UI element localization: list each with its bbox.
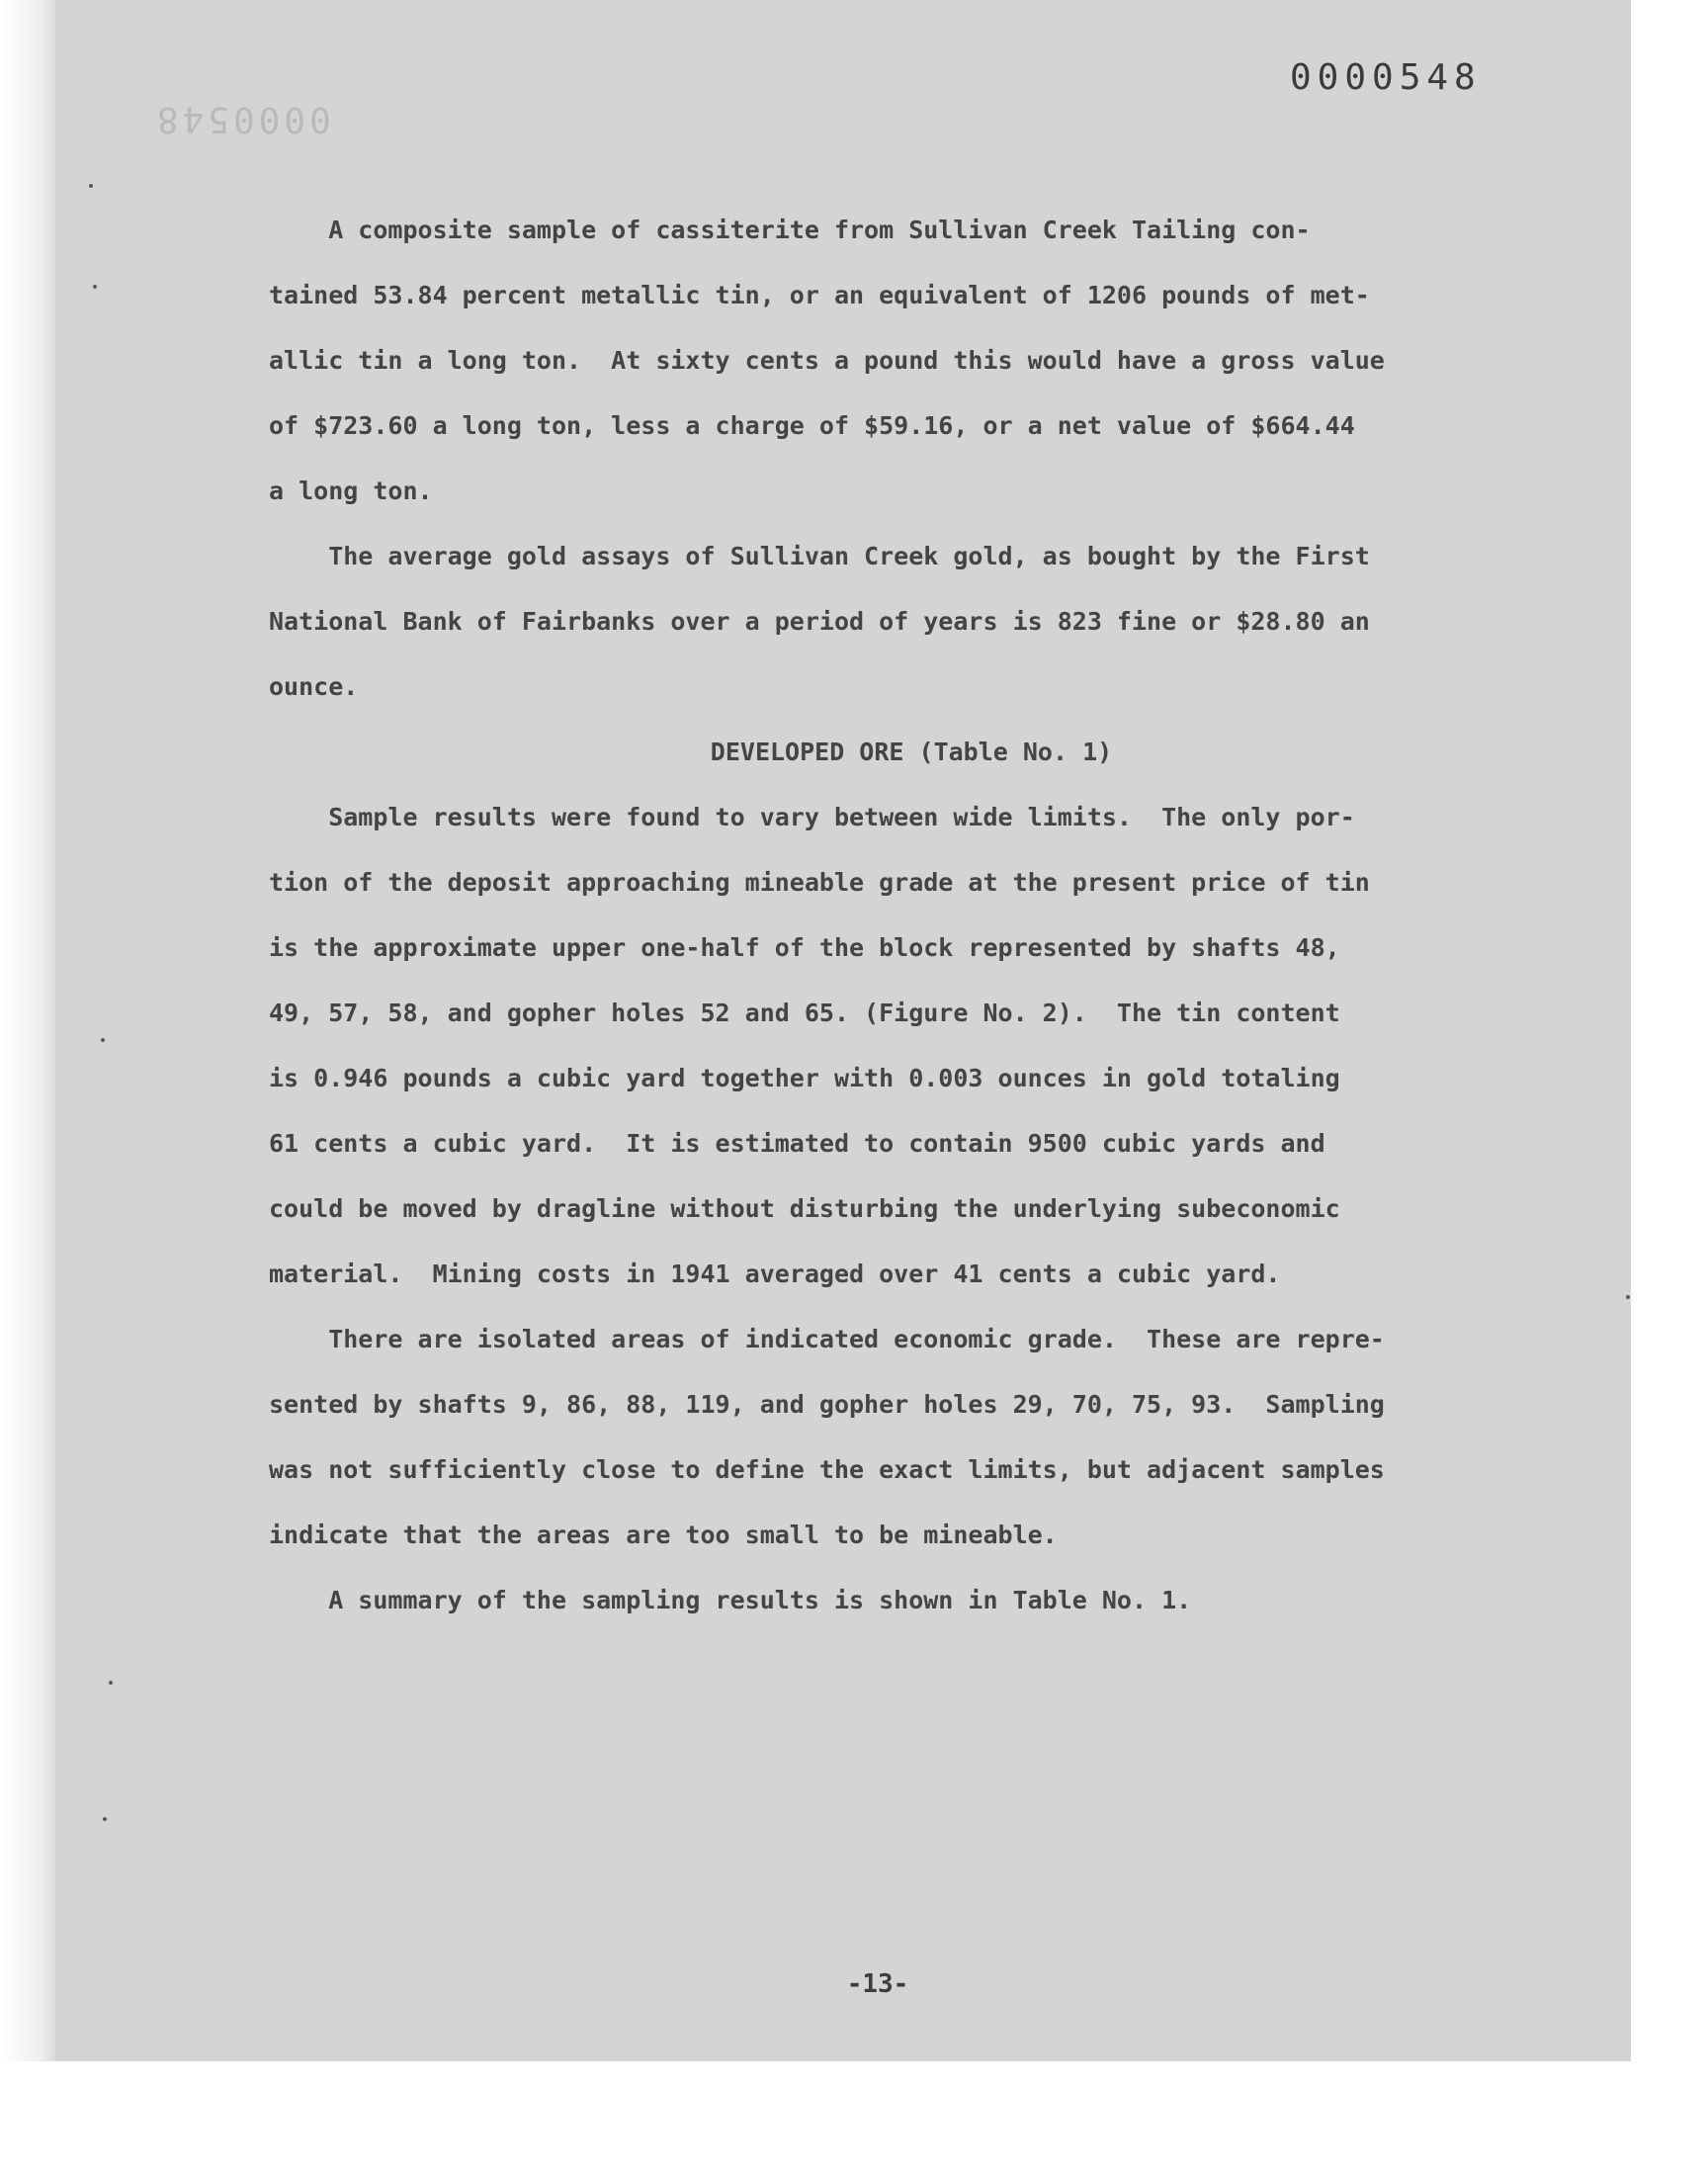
text-line: tained 53.84 percent metallic tin, or an equivalent of 1206 pounds of met-	[269, 281, 1370, 309]
text-line: material. Mining costs in 1941 averaged over 41 cents a cubic yard.	[269, 1260, 1281, 1288]
scan-speck	[101, 1038, 105, 1042]
scan-speck	[109, 1681, 113, 1685]
text-line: indicate that the areas are too small to be mineable.	[269, 1521, 1058, 1549]
page-number: -13-	[846, 1969, 909, 1999]
paragraph	[269, 1568, 1514, 1633]
paragraph	[269, 198, 1514, 524]
paragraph	[269, 1307, 1514, 1568]
text-line: National Bank of Fairbanks over a period of years is 823 fine or $28.80 an	[269, 607, 1370, 636]
text-line: A composite sample of cassiterite from Sullivan Creek Tailing con-	[269, 216, 1311, 244]
section-heading: DEVELOPED ORE (Table No. 1)	[710, 738, 1113, 766]
scan-speck	[1626, 1295, 1630, 1299]
text-line: is the approximate upper one-half of the block represented by shafts 48,	[269, 933, 1340, 962]
text-line: 49, 57, 58, and gopher holes 52 and 65. (Figure No. 2). The tin content	[269, 999, 1340, 1027]
text-line: a long ton.	[269, 477, 433, 505]
text-line: 61 cents a cubic yard. It is estimated to contain 9500 cubic yards and	[269, 1129, 1325, 1158]
text-line: could be moved by dragline without disturbing the underlying subeconomic	[269, 1194, 1340, 1223]
text-line: There are isolated areas of indicated economic grade. These are repre-	[269, 1325, 1385, 1353]
scan-speck	[89, 184, 93, 188]
text-line: allic tin a long ton. At sixty cents a pound this would have a gross value	[269, 346, 1385, 375]
paragraph	[269, 524, 1514, 720]
text-line: Sample results were found to vary between wide limits. The only por-	[269, 803, 1355, 831]
document-body	[269, 198, 1514, 1633]
text-line: was not sufficiently close to define the exact limits, but adjacent samples	[269, 1455, 1385, 1484]
scan-edge	[0, 0, 55, 2061]
serial-number: 0000548	[1290, 57, 1482, 98]
faint-stamp: 0000548	[153, 99, 331, 139]
paragraph	[269, 785, 1514, 1307]
text-line: A summary of the sampling results is shown in Table No. 1.	[269, 1586, 1192, 1614]
scan-speck	[93, 285, 97, 289]
text-line: tion of the deposit approaching mineable grade at the present price of tin	[269, 868, 1370, 897]
scan-speck	[103, 1817, 107, 1821]
text-line: The average gold assays of Sullivan Creek gold, as bought by the First	[269, 542, 1370, 570]
text-line: sented by shafts 9, 86, 88, 119, and gopher holes 29, 70, 75, 93. Sampling	[269, 1390, 1385, 1419]
text-line: is 0.946 pounds a cubic yard together with 0.003 ounces in gold totaling	[269, 1064, 1340, 1092]
text-line: of $723.60 a long ton, less a charge of $59.16, or a net value of $664.44	[269, 411, 1355, 440]
text-line: ounce.	[269, 672, 359, 701]
